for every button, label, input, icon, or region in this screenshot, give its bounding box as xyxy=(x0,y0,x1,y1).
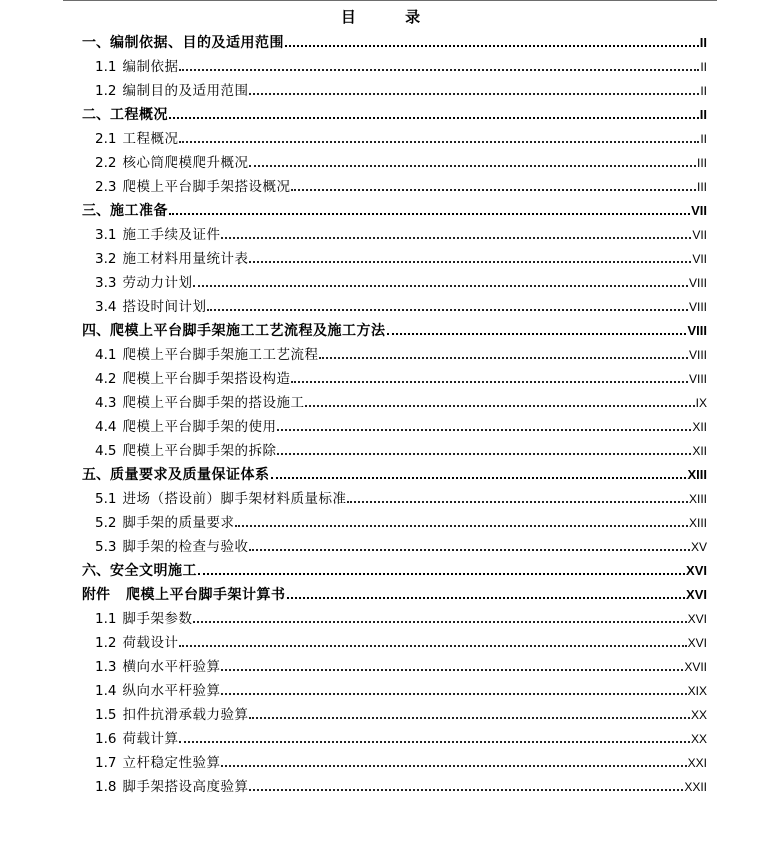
entry-title: 立杆稳定性验算 xyxy=(122,755,221,771)
toc-section-entry[interactable] xyxy=(95,652,707,676)
entry-title: 核心筒爬模爬升概况 xyxy=(122,155,249,171)
toc-chapter-entry[interactable] xyxy=(82,28,707,52)
toc-section-entry[interactable] xyxy=(95,220,707,244)
entry-title: 纵向水平杆验算 xyxy=(122,683,221,699)
page-number: XVI xyxy=(686,587,707,602)
entry-title: 编制依据 xyxy=(122,59,179,75)
dot-leader xyxy=(179,741,690,743)
entry-title: 脚手架的质量要求 xyxy=(122,515,235,531)
entry-number: 2.2 xyxy=(95,155,117,171)
dot-leader xyxy=(249,261,691,263)
entry-title: 进场（搭设前）脚手架材料质量标准 xyxy=(122,491,347,507)
entry-title: 脚手架参数 xyxy=(122,611,193,627)
entry-title: 爬模上平台脚手架的拆除 xyxy=(122,443,277,459)
toc-section-entry[interactable] xyxy=(95,244,707,268)
entry-number: 5.3 xyxy=(95,539,117,555)
dot-leader xyxy=(169,117,699,119)
entry-number: 一、 xyxy=(82,35,110,51)
dot-leader xyxy=(221,765,686,767)
page-number: II xyxy=(700,84,707,98)
entry-title: 爬模上平台脚手架的使用 xyxy=(122,419,277,435)
page-title: 目 录 xyxy=(340,8,443,26)
page-number: VIII xyxy=(688,276,707,290)
page-number: XIII xyxy=(688,516,707,530)
entry-number: 1.1 xyxy=(95,59,117,75)
entry-number: 5.1 xyxy=(95,491,117,507)
page-number: XII xyxy=(692,444,707,458)
page-number: II xyxy=(699,107,707,122)
toc-section-entry[interactable] xyxy=(95,388,707,412)
page-number: VII xyxy=(691,203,707,218)
dot-leader xyxy=(179,645,686,647)
toc-section-entry[interactable] xyxy=(95,76,707,100)
toc-section-entry[interactable] xyxy=(95,148,707,172)
dot-leader xyxy=(249,717,690,719)
entry-title: 荷载设计 xyxy=(122,635,179,651)
page-number: VIII xyxy=(688,348,707,362)
dot-leader xyxy=(249,789,683,791)
entry-title: 爬模上平台脚手架搭设构造 xyxy=(122,371,291,387)
entry-title: 脚手架搭设高度验算 xyxy=(122,779,249,795)
dot-leader xyxy=(235,525,688,527)
entry-number: 1.2 xyxy=(95,83,117,99)
dot-leader xyxy=(291,381,688,383)
page-number: II xyxy=(700,132,707,146)
page-number: XIII xyxy=(687,467,707,482)
entry-number: 3.1 xyxy=(95,227,117,243)
entry-number: 3.2 xyxy=(95,251,117,267)
page-number: XVII xyxy=(684,660,707,674)
toc-section-entry[interactable] xyxy=(95,628,707,652)
entry-title: 编制依据、目的及适用范围 xyxy=(110,35,284,51)
toc-section-entry[interactable] xyxy=(95,508,707,532)
dot-leader xyxy=(207,309,688,311)
page-number: III xyxy=(696,180,707,194)
entry-number: 2.3 xyxy=(95,179,117,195)
top-rule xyxy=(63,0,717,1)
entry-title: 爬模上平台脚手架施工工艺流程及施工方法 xyxy=(110,323,386,339)
dot-leader xyxy=(291,189,696,191)
dot-leader xyxy=(249,165,696,167)
toc-section-entry[interactable] xyxy=(95,412,707,436)
toc-section-entry[interactable] xyxy=(95,52,707,76)
dot-leader xyxy=(221,693,686,695)
entry-title: 施工手续及证件 xyxy=(122,227,221,243)
dot-leader xyxy=(169,213,690,215)
entry-title: 爬模上平台脚手架搭设概况 xyxy=(122,179,291,195)
entry-title: 质量要求及质量保证体系 xyxy=(110,467,270,483)
entry-number: 4.4 xyxy=(95,419,117,435)
toc-section-entry[interactable] xyxy=(95,676,707,700)
page-number: XIII xyxy=(688,492,707,506)
toc-section-entry[interactable] xyxy=(95,604,707,628)
entry-title: 扣件抗滑承载力验算 xyxy=(122,707,249,723)
toc-chapter-entry[interactable] xyxy=(82,100,707,124)
entry-number: 5.2 xyxy=(95,515,117,531)
dot-leader xyxy=(305,405,694,407)
dot-leader xyxy=(347,501,688,503)
page-number: VII xyxy=(692,252,707,266)
page-number: VIII xyxy=(687,323,707,338)
dot-leader xyxy=(193,621,686,623)
entry-number: 2.1 xyxy=(95,131,117,147)
toc-section-entry[interactable] xyxy=(95,748,707,772)
entry-title: 劳动力计划 xyxy=(122,275,193,291)
toc-chapter-entry[interactable] xyxy=(82,556,707,580)
page-number: XVI xyxy=(686,563,707,578)
dot-leader xyxy=(221,237,691,239)
page-number: XX xyxy=(690,732,707,746)
dot-leader xyxy=(277,453,691,455)
toc-section-entry[interactable] xyxy=(95,772,707,796)
entry-title: 安全文明施工 xyxy=(110,563,197,579)
page-number: IX xyxy=(695,396,707,410)
toc-section-entry[interactable] xyxy=(95,700,707,724)
entry-title: 爬模上平台脚手架的搭设施工 xyxy=(122,395,305,411)
toc-section-entry[interactable] xyxy=(95,364,707,388)
entry-number: 1.4 xyxy=(95,683,117,699)
toc-section-entry[interactable] xyxy=(95,172,707,196)
dot-leader xyxy=(193,285,688,287)
entry-number: 3.3 xyxy=(95,275,117,291)
entry-title: 荷载计算 xyxy=(122,731,179,747)
toc-section-entry[interactable] xyxy=(95,724,707,748)
entry-number: 1.3 xyxy=(95,659,117,675)
entry-number: 四、 xyxy=(82,323,110,339)
toc-section-entry[interactable] xyxy=(95,292,707,316)
entry-title: 施工准备 xyxy=(110,203,168,219)
dot-leader xyxy=(179,69,699,71)
toc-section-entry[interactable] xyxy=(95,124,707,148)
entry-number: 4.3 xyxy=(95,395,117,411)
page-number: XXI xyxy=(687,756,707,770)
dot-leader xyxy=(319,357,688,359)
dot-leader xyxy=(287,597,686,599)
entry-title: 编制目的及适用范围 xyxy=(122,83,249,99)
page-number: XV xyxy=(690,540,707,554)
page-number: XVI xyxy=(687,612,707,626)
page-number: XII xyxy=(692,420,707,434)
entry-number: 五、 xyxy=(82,467,110,483)
toc-chapter-entry[interactable] xyxy=(82,580,707,604)
page-number: XVI xyxy=(687,636,707,650)
entry-number: 1.1 xyxy=(95,611,117,627)
entry-number: 1.8 xyxy=(95,779,117,795)
page-number: III xyxy=(696,156,707,170)
entry-number: 1.7 xyxy=(95,755,117,771)
entry-number: 4.1 xyxy=(95,347,117,363)
entry-title: 搭设时间计划 xyxy=(122,299,207,315)
entry-number: 六、 xyxy=(82,563,110,579)
entry-number: 4.5 xyxy=(95,443,117,459)
entry-number: 1.6 xyxy=(95,731,117,747)
page-number: II xyxy=(699,35,707,50)
dot-leader xyxy=(271,477,687,479)
entry-number: 1.2 xyxy=(95,635,117,651)
page-number: VIII xyxy=(688,300,707,314)
entry-number: 4.2 xyxy=(95,371,117,387)
page-number: XIX xyxy=(687,684,707,698)
entry-title: 爬模上平台脚手架计算书 xyxy=(126,587,286,603)
entry-title: 爬模上平台脚手架施工工艺流程 xyxy=(122,347,319,363)
entry-title: 施工材料用量统计表 xyxy=(122,251,249,267)
dot-leader xyxy=(198,573,685,575)
page-number: XXII xyxy=(684,780,707,794)
page-number: VIII xyxy=(688,372,707,386)
toc-chapter-entry[interactable] xyxy=(82,196,707,220)
toc-chapter-entry[interactable] xyxy=(82,460,707,484)
page-number: II xyxy=(700,60,707,74)
dot-leader xyxy=(277,429,691,431)
toc-chapter-entry[interactable] xyxy=(82,316,707,340)
toc-section-entry[interactable] xyxy=(95,436,707,460)
entry-title: 工程概况 xyxy=(122,131,179,147)
dot-leader xyxy=(285,45,699,47)
entry-title: 工程概况 xyxy=(110,107,168,123)
dot-leader xyxy=(387,333,687,335)
entry-number: 附件 xyxy=(82,587,110,603)
entry-number: 3.4 xyxy=(95,299,117,315)
dot-leader xyxy=(249,549,690,551)
toc-section-entry[interactable] xyxy=(95,340,707,364)
dot-leader xyxy=(179,141,699,143)
entry-number: 1.5 xyxy=(95,707,117,723)
page-number: VII xyxy=(692,228,707,242)
toc-section-entry[interactable] xyxy=(95,268,707,292)
toc-section-entry[interactable] xyxy=(95,532,707,556)
entry-title: 横向水平杆验算 xyxy=(122,659,221,675)
entry-title: 脚手架的检查与验收 xyxy=(122,539,249,555)
entry-number: 三、 xyxy=(82,203,110,219)
toc-section-entry[interactable] xyxy=(95,484,707,508)
dot-leader xyxy=(249,93,699,95)
page-number: XX xyxy=(690,708,707,722)
entry-number: 二、 xyxy=(82,107,110,123)
dot-leader xyxy=(221,669,683,671)
